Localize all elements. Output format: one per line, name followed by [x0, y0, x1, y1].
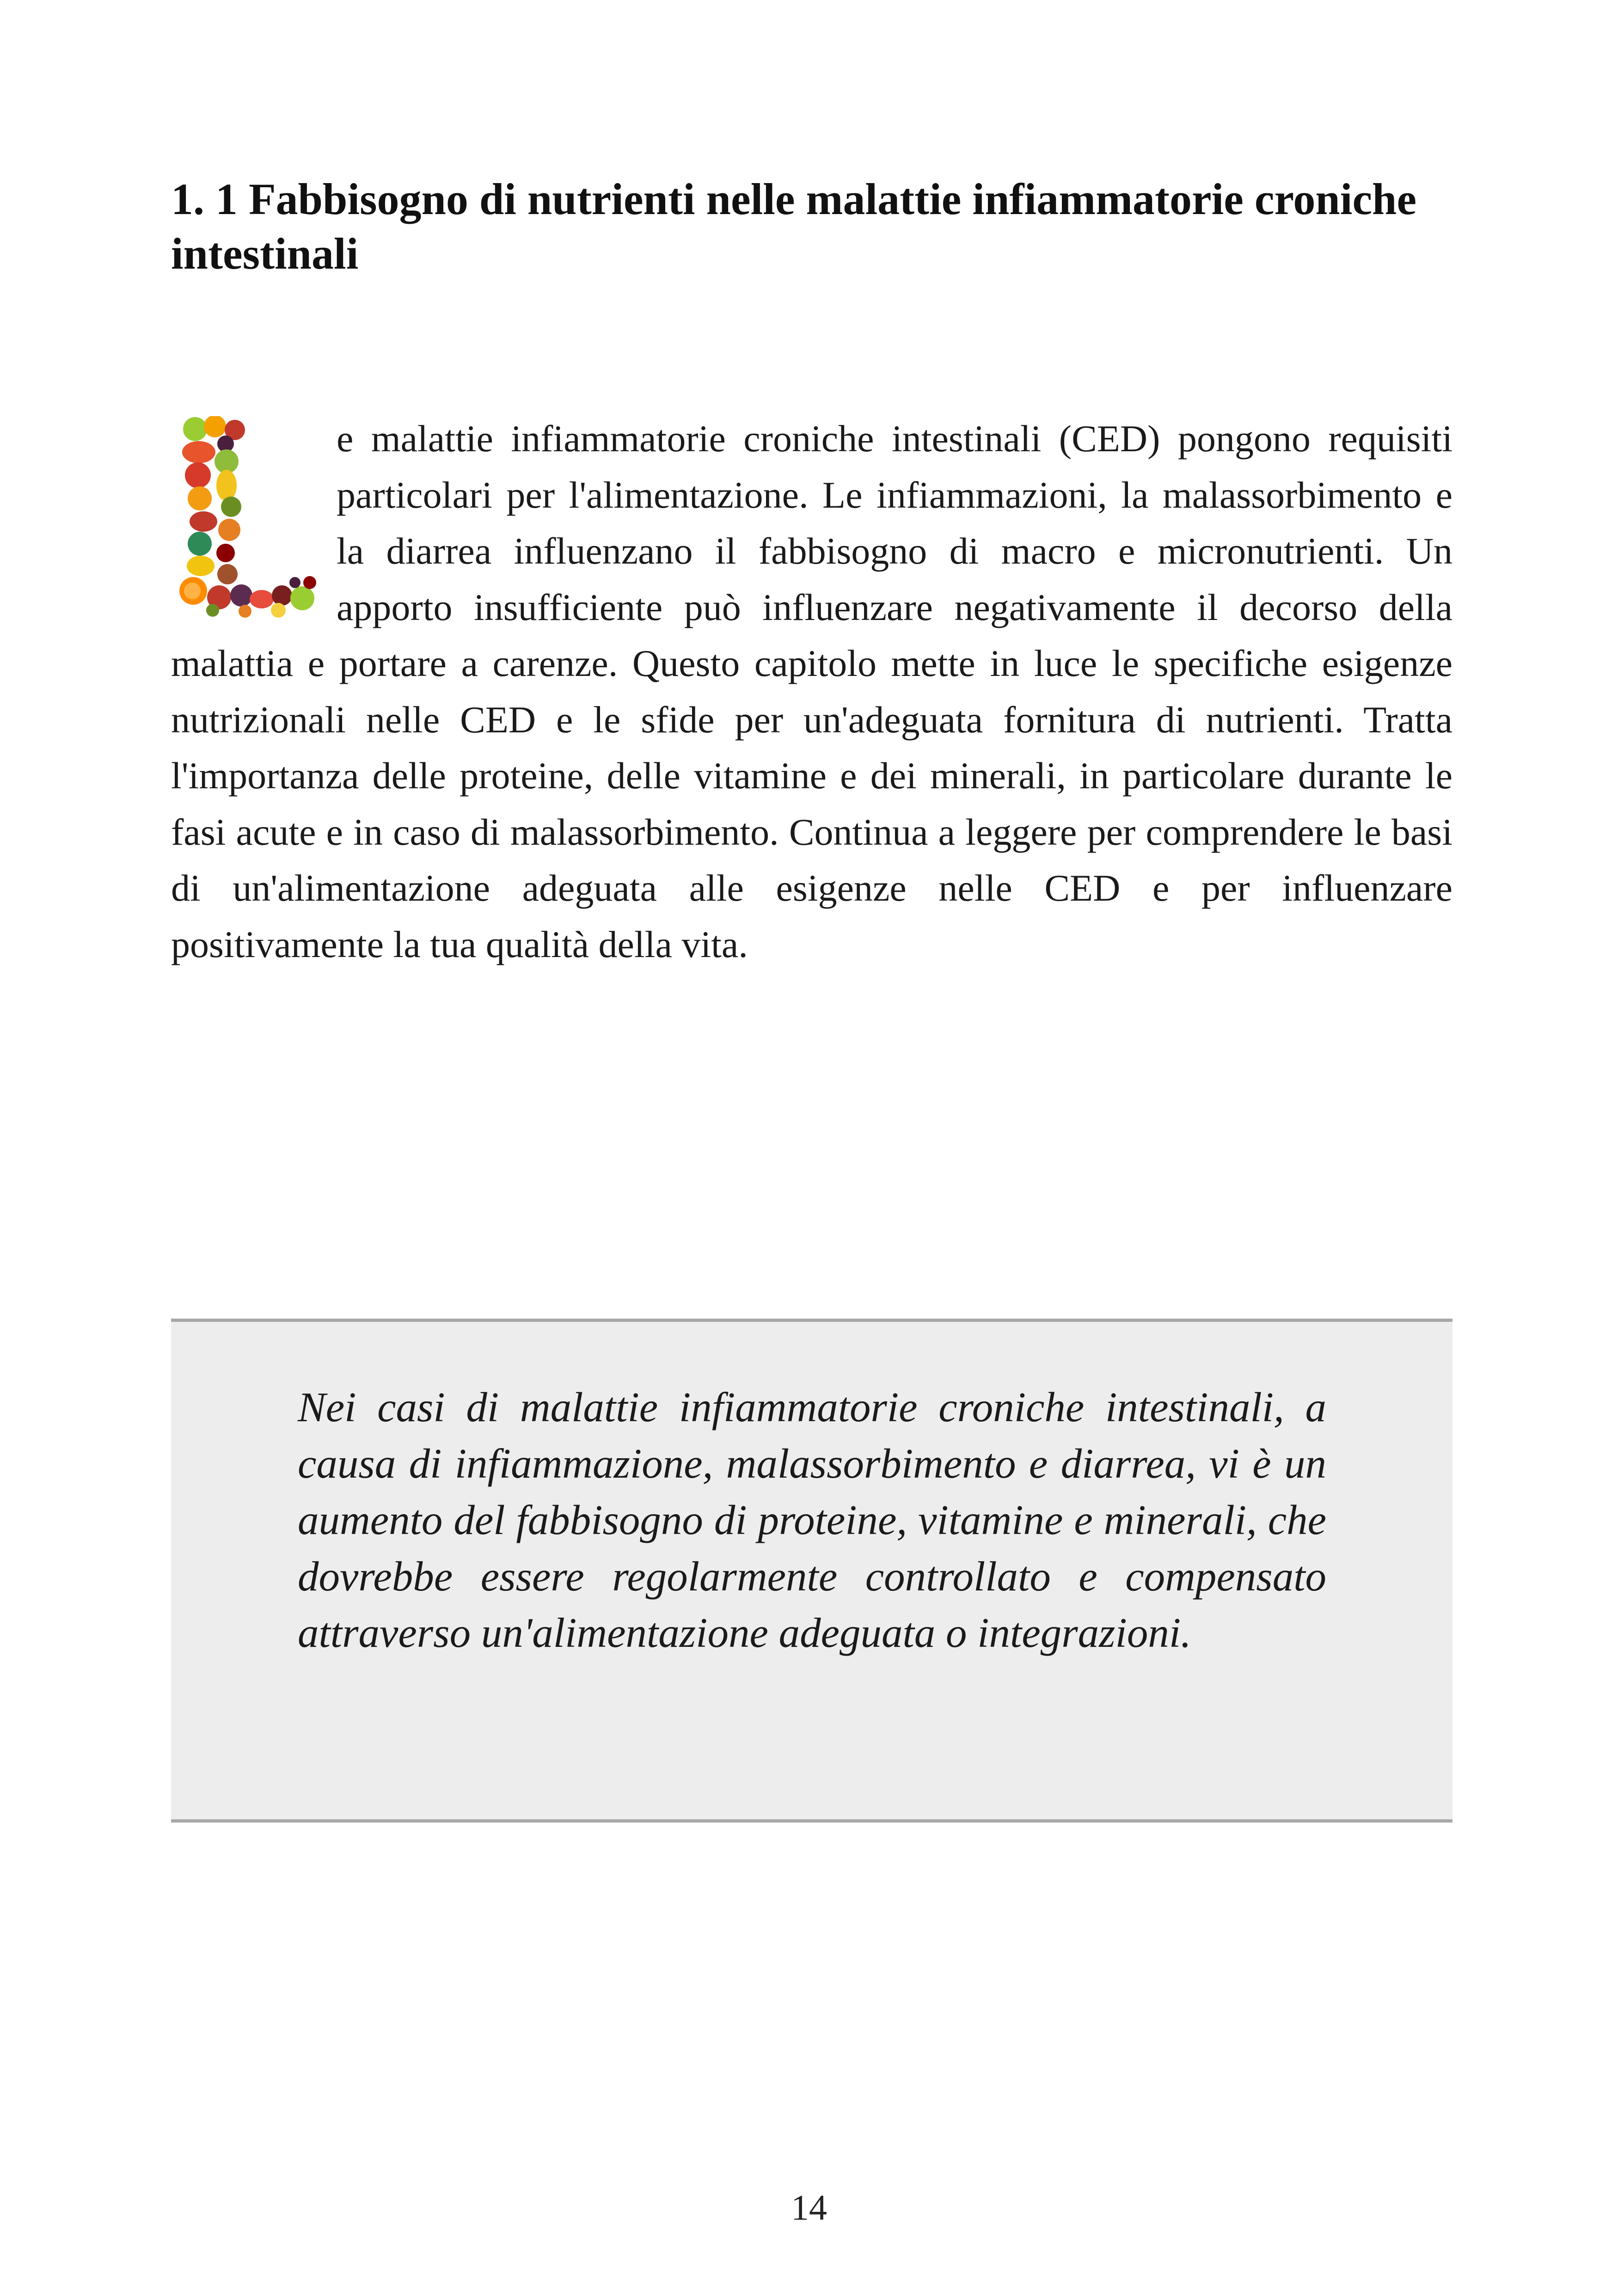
page-number: 14	[791, 2187, 827, 2228]
intro-text: e malattie infiammatorie croniche intestinali (CED) pongono requisiti particolari per l'alimentazione. Le infiammazioni, la malassorbimento e la diarrea influenzano il fabbisogno di macro e micronutrienti. Un apporto insufficiente può influenzare negativamente il decorso della malattia e portare a carenze. Questo capitolo mette in luce le specifiche esigenze nutrizionali nelle CED e le sfide per un'adeguata fornitura di nutrienti. Tratta l'importanza delle proteine, delle vitamine e dei minerali, in particolare durante le fasi acute e in caso di malassorbimento. Continua a leggere per comprendere le basi di un'alimentazione adeguata alle esigenze nelle CED e per influenzare positivamente la tua qualità della vita.	[171, 417, 1453, 965]
fruit-letter-l-icon	[171, 416, 318, 620]
drop-cap-fruit-letter	[171, 416, 318, 620]
intro-paragraph	[171, 411, 1453, 972]
summary-callout-box	[171, 1319, 1453, 1823]
callout-text: Nei casi di malattie infiammatorie croniche intestinali, a causa di infiammazione, malassorbimento e diarrea, vi è un aumento del fabbisogno di proteine, vitamine e minerali, che dovrebbe essere regolarmente controllato e compensato attraverso un'alimentazione adeguata o integrazioni.	[298, 1384, 1326, 1656]
section-title: 1. 1 Fabbisogno di nutrienti nelle malattie infiammatorie croniche intestinali	[171, 174, 1417, 278]
